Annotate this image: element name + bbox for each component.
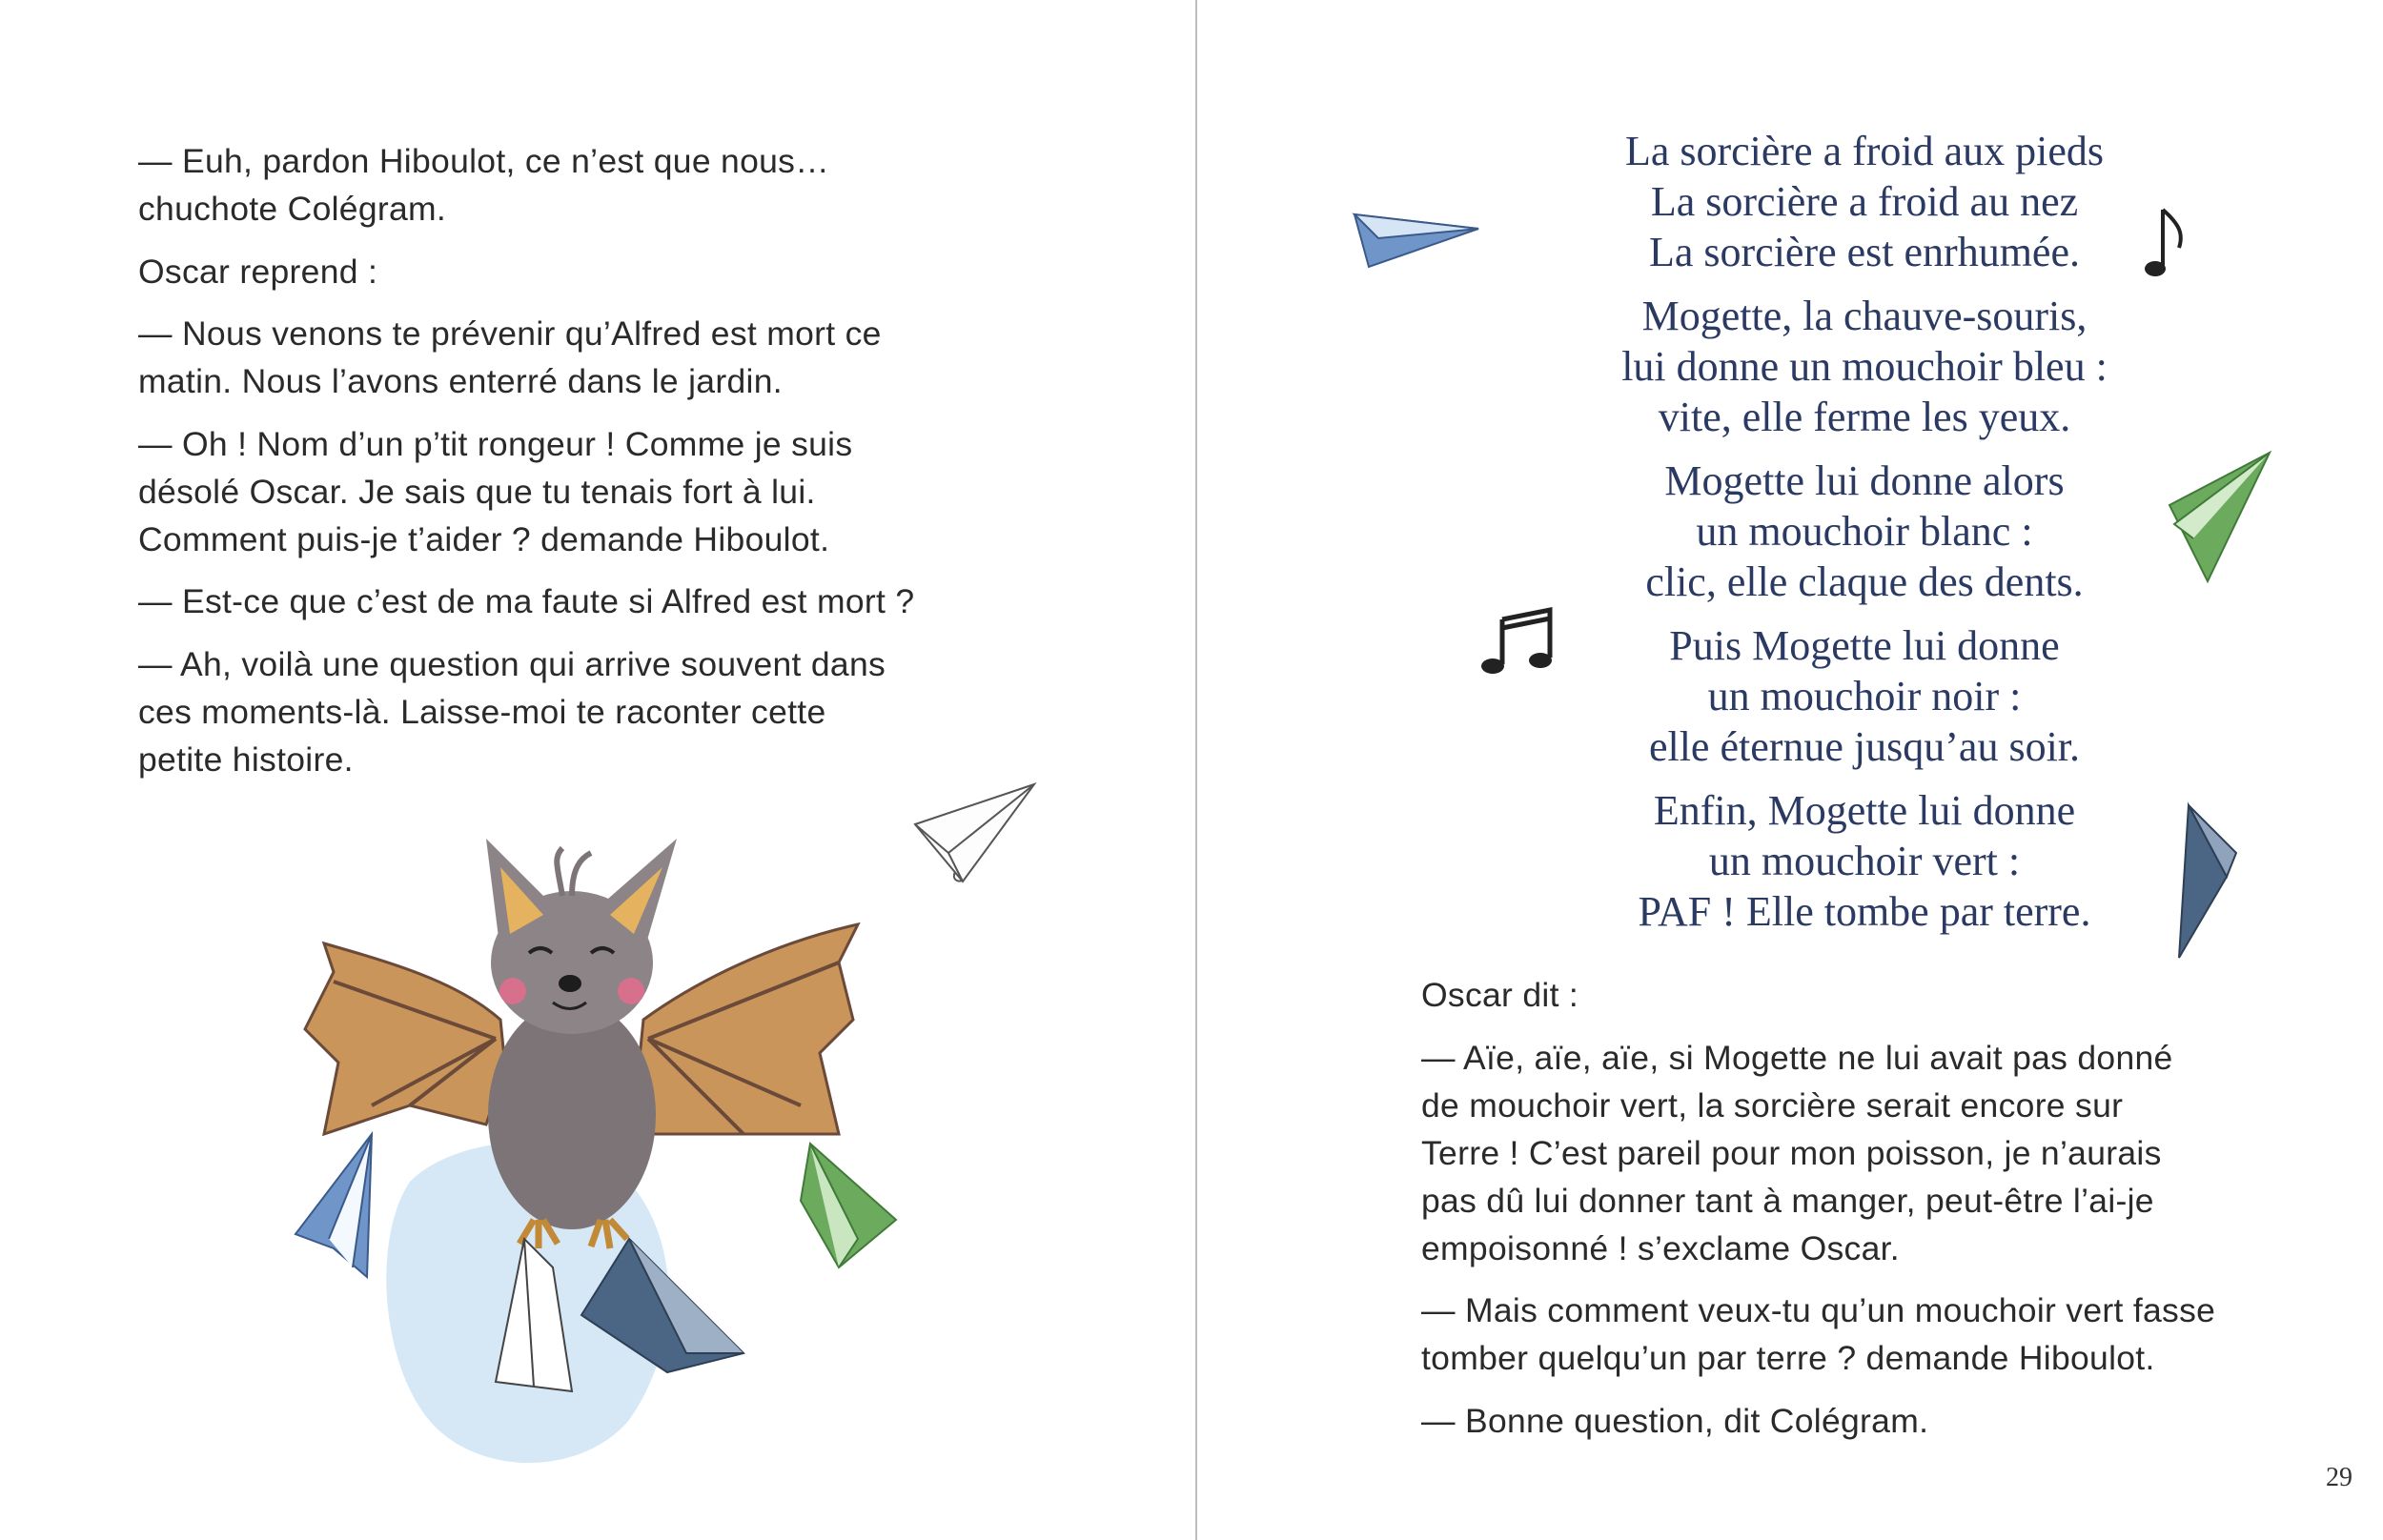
blue-paper-plane-icon — [1350, 200, 1483, 276]
paragraph — [138, 640, 996, 783]
text-line: désolé Oscar. Je sais que tu tenais fort à lui. — [138, 472, 816, 511]
text-line: ces moments-là. Laisse-moi te raconter cette — [138, 692, 826, 731]
paragraph — [1421, 971, 2317, 1019]
dark-blue-paper-plane-icon — [2160, 800, 2265, 962]
verse-line: La sorcière est enrhumée. — [1649, 229, 2080, 275]
paragraph — [138, 310, 996, 405]
verse-line: lui donne un mouchoir bleu : — [1621, 343, 2108, 390]
paragraph — [1421, 1287, 2317, 1382]
text-line: — Bonne question, dit Colégram. — [1421, 1401, 1929, 1440]
verse-line: Mogette lui donne alors — [1664, 457, 2065, 504]
text-line: Terre ! C’est pareil pour mon poisson, je n’aurais — [1421, 1133, 2162, 1172]
verse-line: La sorcière a froid aux pieds — [1624, 128, 2105, 174]
verse-line: Mogette, la chauve-souris, — [1641, 293, 2088, 339]
verse-line: un mouchoir vert : — [1708, 838, 2021, 884]
verse-line: Enfin, Mogette lui donne — [1653, 787, 2076, 834]
green-paper-plane-icon — [2160, 448, 2274, 591]
text-line: petite histoire. — [138, 740, 354, 779]
text-line: chuchote Colégram. — [138, 190, 447, 228]
verse-line: PAF ! Elle tombe par terre. — [1638, 888, 2091, 935]
text-line: empoisonné ! s’exclame Oscar. — [1421, 1228, 1900, 1267]
text-line: — Nous venons te prévenir qu’Alfred est mort ce — [138, 314, 882, 353]
left-prose — [138, 137, 996, 798]
text-line: matin. Nous l’avons enterré dans le jardin. — [138, 362, 783, 400]
verse-line: vite, elle ferme les yeux. — [1658, 394, 2071, 440]
paragraph — [138, 137, 996, 233]
verse-line: Puis Mogette lui donne — [1669, 622, 2060, 669]
text-line: — Euh, pardon Hiboulot, ce n’est que nous… — [138, 142, 830, 180]
stanza — [1445, 291, 2284, 442]
right-prose — [1421, 971, 2317, 1459]
right-page — [1197, 0, 2383, 1540]
stanza — [1445, 620, 2284, 772]
verse-line: elle éternue jusqu’au soir. — [1648, 723, 2081, 770]
bat-illustration — [267, 820, 991, 1487]
text-line: tomber quelqu’un par terre ? demande Hiboulot. — [1421, 1339, 2155, 1377]
text-line: Oscar reprend : — [138, 252, 378, 291]
text-line: — Oh ! Nom d’un p’tit rongeur ! Comme je suis — [138, 424, 853, 463]
verse-line: un mouchoir blanc : — [1696, 508, 2033, 555]
paragraph — [1421, 1034, 2317, 1272]
paragraph — [138, 248, 996, 295]
music-note-icon — [2136, 200, 2193, 286]
text-line: — Est-ce que c’est de ma faute si Alfred est mort ? — [138, 582, 915, 620]
stanza — [1445, 456, 2284, 607]
text-line: Oscar dit : — [1421, 976, 1579, 1014]
paragraph — [1421, 1397, 2317, 1445]
double-music-note-icon — [1474, 605, 1559, 681]
text-line: pas dû lui donner tant à manger, peut-être l’ai-je — [1421, 1181, 2154, 1220]
text-line: — Aïe, aïe, aïe, si Mogette ne lui avait pas donné — [1421, 1038, 2173, 1077]
verse-line: un mouchoir noir : — [1707, 673, 2022, 719]
text-line: — Ah, voilà une question qui arrive souvent dans — [138, 644, 886, 683]
paragraph — [138, 578, 996, 625]
stanza — [1445, 785, 2284, 937]
verse-line: La sorcière a froid au nez — [1650, 178, 2079, 225]
text-line: Comment puis-je t’aider ? demande Hiboulot. — [138, 519, 830, 558]
text-line: — Mais comment veux-tu qu’un mouchoir vert fasse — [1421, 1291, 2216, 1329]
page-number: 29 — [2326, 1463, 2352, 1492]
text-line: de mouchoir vert, la sorcière serait encore sur — [1421, 1085, 2124, 1125]
verse-line: clic, elle claque des dents. — [1645, 558, 2084, 605]
paragraph — [138, 420, 996, 563]
